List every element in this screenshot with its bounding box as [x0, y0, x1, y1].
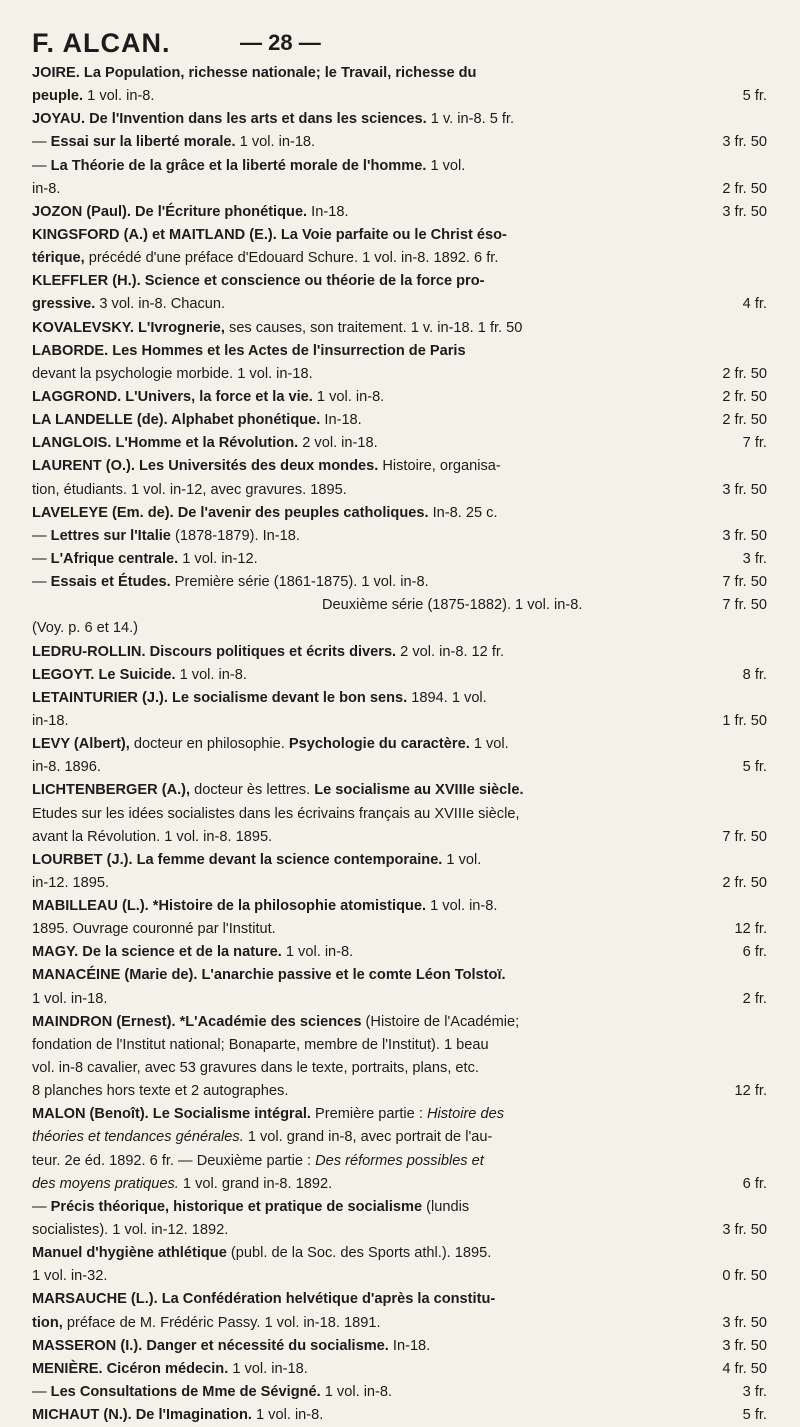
price: 3 fr. 50	[722, 481, 767, 498]
catalog-line	[32, 1150, 767, 1173]
catalog-line	[32, 155, 767, 178]
price: 2 fr. 50	[722, 180, 767, 197]
book-title: La Voie parfaite ou le Christ éso-	[280, 226, 507, 243]
author-name: KINGSFORD (A.) et MAITLAND (E.).	[32, 226, 281, 243]
entry-text: —	[32, 134, 51, 151]
author-name: MICHAUT (N.).	[32, 1407, 136, 1424]
catalog-line	[32, 1034, 767, 1057]
book-title: Les Universités des deux mondes.	[139, 458, 379, 475]
price: 0 fr. 50	[722, 1268, 767, 1285]
entry-text: 1 vol. in-8.	[175, 666, 247, 683]
entry-text: 1 vol.	[426, 157, 466, 174]
book-title: De l'Imagination.	[135, 1407, 252, 1424]
author-name: LEGOYT.	[32, 666, 99, 683]
entry-text: In-18.	[307, 203, 349, 220]
catalog-line	[32, 1312, 767, 1335]
catalog-line	[32, 131, 767, 154]
catalog-line	[32, 895, 767, 918]
book-title: Le socialisme au XVIIIe siècle.	[314, 782, 524, 799]
book-title: Lettres sur l'Italie	[50, 527, 171, 544]
catalog-line	[32, 270, 767, 293]
entry-text: fondation de l'Institut national; Bonaparte, membre de l'Institut). 1 beau	[32, 1036, 489, 1053]
catalog-line	[32, 479, 767, 502]
price: 3 fr.	[742, 1384, 767, 1401]
author-name: LABORDE.	[32, 342, 113, 359]
price: 7 fr. 50	[722, 597, 767, 614]
author-name: JOZON (Paul).	[32, 203, 135, 220]
catalog-line	[32, 224, 767, 247]
entry-text: 3 vol. in-8. Chacun.	[95, 296, 226, 313]
author-name: MANACÉINE (Marie de).	[32, 967, 202, 984]
catalog-line	[32, 1288, 767, 1311]
price: 2 fr. 50	[722, 365, 767, 382]
catalog-line	[32, 779, 767, 802]
book-title: La Population, richesse nationale; le Travail, richesse du	[83, 65, 477, 81]
catalog-line	[32, 85, 767, 108]
book-title: La femme devant la science contemporaine.	[136, 851, 443, 868]
catalog-line	[32, 964, 767, 987]
catalog-line	[32, 941, 767, 964]
author-name: MAINDRON (Ernest).	[32, 1013, 180, 1030]
entry-text: (1878-1879). In-18.	[170, 527, 300, 544]
author-name: MAGY.	[32, 944, 83, 961]
price: 3 fr. 50	[722, 134, 767, 151]
catalog-line	[32, 1242, 767, 1265]
entry-text: teur. 2e éd. 1892. 6 fr. — Deuxième partie :	[32, 1152, 316, 1169]
page-number: — 28 —	[240, 30, 321, 55]
book-title: De l'Invention dans les arts et dans les sciences.	[89, 111, 427, 128]
catalog-line	[32, 1358, 767, 1381]
entry-text: 1 vol. grand in-8. 1892.	[178, 1175, 333, 1192]
catalog-line	[32, 1381, 767, 1404]
book-title: Danger et nécessité du socialisme.	[146, 1337, 389, 1354]
book-title: De la science et de la nature.	[82, 944, 282, 961]
price: 5 fr.	[742, 759, 767, 776]
catalog-line	[32, 293, 767, 316]
catalog-line	[32, 571, 767, 594]
price: 5 fr.	[742, 88, 767, 105]
author-name: KLEFFLER (H.).	[32, 273, 145, 290]
catalog-line	[32, 108, 767, 131]
entry-text: 1 vol. in-8.	[83, 88, 155, 105]
price: 2 fr. 50	[722, 412, 767, 429]
entry-text: avant la Révolution. 1 vol. in-8. 1895.	[32, 828, 273, 845]
author-name: LAGGROND.	[32, 388, 126, 405]
price: 7 fr. 50	[722, 828, 767, 845]
entry-text: vol. in-8 cavalier, avec 53 gravures dans le texte, portraits, plans, etc.	[32, 1060, 479, 1077]
entry-text: 1 v. in-8. 5 fr.	[426, 111, 515, 128]
catalog-line	[32, 1057, 767, 1080]
entry-text: in-8. 1896.	[32, 759, 101, 776]
catalog-line	[32, 803, 767, 826]
entry-text: docteur ès lettres.	[194, 782, 315, 799]
catalog-line	[32, 363, 767, 386]
book-title: L'Afrique centrale.	[50, 550, 179, 567]
author-name: LAVELEYE (Em. de).	[32, 504, 178, 521]
entry-text: —	[32, 1198, 51, 1215]
catalog-line	[32, 409, 767, 432]
catalog-line	[32, 988, 767, 1011]
book-title: Les Hommes et les Actes de l'insurrection de Paris	[112, 342, 466, 359]
entry-text: —	[32, 157, 51, 174]
entry-text: —	[32, 1384, 51, 1401]
price: 5 fr.	[742, 1407, 767, 1424]
price: 2 fr. 50	[722, 388, 767, 405]
author-name: LEVY (Albert),	[32, 736, 134, 753]
catalog-line	[32, 502, 767, 525]
catalog-line	[32, 1219, 767, 1242]
entry-text: In-18.	[320, 412, 362, 429]
book-title: peuple.	[32, 88, 84, 105]
entry-text: devant la psychologie morbide. 1 vol. in-18.	[32, 365, 313, 382]
catalog-line	[32, 525, 767, 548]
price: 12 fr.	[734, 1083, 767, 1100]
price: 6 fr.	[742, 1175, 767, 1192]
entry-text: 8 planches hors texte et 2 autographes.	[32, 1083, 289, 1100]
catalog-line	[32, 201, 767, 224]
book-title: De l'avenir des peuples catholiques.	[177, 504, 429, 521]
entry-text: 1895. Ouvrage couronné par l'Institut.	[32, 921, 276, 938]
author-name: LETAINTURIER (J.).	[32, 689, 172, 706]
entry-text: 1 vol. in-8.	[281, 944, 354, 961]
book-title: gressive.	[32, 296, 96, 313]
book-title: Le Socialisme intégral.	[152, 1106, 311, 1123]
catalog-line	[32, 826, 767, 849]
book-title: Discours politiques et écrits divers.	[149, 643, 397, 660]
price: 12 fr.	[734, 921, 767, 938]
catalog-line	[32, 687, 767, 710]
entry-text: in-12. 1895.	[32, 874, 110, 891]
entry-text: préface de M. Frédéric Passy. 1 vol. in-18. 1891.	[62, 1314, 381, 1331]
entry-text: In-8. 25 c.	[428, 504, 498, 521]
entry-text: 1 vol. in-8.	[426, 898, 498, 915]
price: 2 fr. 50	[722, 874, 767, 891]
book-title: Les Consultations de Mme de Sévigné.	[50, 1384, 321, 1401]
price: 7 fr.	[742, 435, 767, 452]
book-title: L'anarchie passive et le comte Léon Tolstoï.	[201, 967, 506, 984]
catalog-line	[32, 1335, 767, 1358]
catalog-line	[32, 1404, 767, 1427]
entry-text: 1 vol. in-12.	[178, 550, 258, 567]
author-name: LOURBET (J.).	[32, 851, 137, 868]
author-name: MALON (Benoît).	[32, 1106, 153, 1123]
entry-text: 1 vol. in-8.	[251, 1407, 324, 1424]
price: 2 fr.	[742, 990, 767, 1007]
book-title: La Confédération helvétique d'après la constitu-	[161, 1291, 496, 1308]
entry-text: (Histoire de l'Académie;	[361, 1013, 520, 1030]
catalog-line	[32, 432, 767, 455]
entry-text: Etudes sur les idées socialistes dans les écrivains français au XVIIIe siècle,	[32, 805, 520, 822]
catalog-line	[32, 733, 767, 756]
entry-text: Histoire, organisa-	[378, 458, 501, 475]
author-name: LAURENT (O.).	[32, 458, 140, 475]
entry-text: docteur en philosophie.	[133, 736, 289, 753]
catalog-line	[32, 756, 767, 779]
author-name: MASSERON (I.).	[32, 1337, 147, 1354]
author-name: MENIÈRE.	[32, 1360, 107, 1377]
entry-text: in-18.	[32, 712, 69, 729]
catalog-line	[32, 1265, 767, 1288]
author-name: LEDRU-ROLLIN.	[32, 643, 150, 660]
entry-text: des moyens pratiques.	[32, 1175, 179, 1192]
author-name: JOIRE.	[32, 65, 84, 81]
entry-text: Des réformes possibles et	[315, 1152, 484, 1169]
price: 4 fr.	[742, 296, 767, 313]
catalog-line	[32, 548, 767, 571]
entry-text: ses causes, son traitement. 1 v. in-18. 1 fr. 50	[224, 319, 523, 336]
book-title: *Histoire de la philosophie atomistique.	[152, 898, 427, 915]
author-name: LICHTENBERGER (A.),	[32, 782, 195, 799]
price: 3 fr. 50	[722, 1314, 767, 1331]
publisher-name: F. ALCAN.	[32, 28, 171, 58]
price: 3 fr.	[742, 550, 767, 567]
catalog-line	[32, 872, 767, 895]
book-title: Psychologie du caractère.	[288, 736, 470, 753]
entry-text: tion, étudiants. 1 vol. in-12, avec gravures. 1895.	[32, 481, 347, 498]
catalog-entries	[32, 62, 767, 1427]
catalog-line	[32, 1196, 767, 1219]
entry-text: In-18.	[388, 1337, 431, 1354]
author-name: MARSAUCHE (L.).	[32, 1291, 162, 1308]
book-title: Manuel d'hygiène athlétique	[32, 1245, 227, 1262]
catalog-line	[32, 617, 767, 640]
entry-text: 2 vol. in-8. 12 fr.	[396, 643, 505, 660]
entry-text: 1 vol. in-32.	[32, 1268, 108, 1285]
entry-text: in-8.	[32, 180, 61, 197]
entry-text: —	[32, 527, 51, 544]
entry-text: 1 vol. in-18.	[235, 134, 316, 151]
catalog-line	[32, 594, 767, 617]
catalog-line	[32, 386, 767, 409]
entry-text: 1894. 1 vol.	[407, 689, 487, 706]
price: 3 fr. 50	[722, 1337, 767, 1354]
catalog-line	[32, 1173, 767, 1196]
entry-text: socialistes). 1 vol. in-12. 1892.	[32, 1222, 229, 1239]
price: 8 fr.	[742, 666, 767, 683]
book-title: Alphabet phonétique.	[171, 412, 321, 429]
entry-text: (publ. de la Soc. des Sports athl.). 1895.	[226, 1245, 492, 1262]
catalog-line	[32, 849, 767, 872]
entry-text: théories et tendances générales.	[32, 1129, 244, 1146]
entry-text: Première partie :	[310, 1106, 427, 1123]
entry-text: précédé d'une préface d'Edouard Schure. 1 vol. in-8. 1892. 6 fr.	[84, 250, 499, 267]
catalog-line	[32, 1126, 767, 1149]
entry-text: (Voy. p. 6 et 14.)	[32, 620, 138, 637]
catalog-line	[32, 178, 767, 201]
entry-text: 1 vol. grand in-8, avec portrait de l'au-	[243, 1129, 493, 1146]
price: 4 fr. 50	[722, 1360, 767, 1377]
book-title: L'Homme et la Révolution.	[115, 435, 299, 452]
book-title: Le socialisme devant le bon sens.	[172, 689, 408, 706]
catalog-line	[32, 1080, 767, 1103]
price: 3 fr. 50	[722, 203, 767, 220]
entry-text: Première série (1861-1875). 1 vol. in-8.	[170, 574, 429, 591]
book-title: De l'Écriture phonétique.	[134, 203, 308, 220]
entry-text: 2 vol. in-18.	[298, 435, 378, 452]
book-title: Le Suicide.	[98, 666, 176, 683]
author-name: LA LANDELLE (de).	[32, 412, 172, 429]
book-title: Essai sur la liberté morale.	[50, 134, 236, 151]
catalog-line	[32, 710, 767, 733]
book-title: Précis théorique, historique et pratique de socialisme	[50, 1198, 423, 1215]
book-title: tion,	[32, 1314, 63, 1331]
author-name: LANGLOIS.	[32, 435, 116, 452]
catalog-line	[32, 664, 767, 687]
entry-text: Histoire des	[426, 1106, 505, 1123]
book-title: térique,	[32, 250, 85, 267]
entry-text: —	[32, 574, 51, 591]
author-name: JOYAU.	[32, 111, 90, 128]
entry-text: Deuxième série (1875-1882). 1 vol. in-8.	[322, 597, 583, 614]
book-title: L'Univers, la force et la vie.	[125, 388, 313, 405]
catalog-line	[32, 62, 767, 85]
author-name: MABILLEAU (L.).	[32, 898, 153, 915]
price: 1 fr. 50	[722, 712, 767, 729]
book-title: *L'Académie des sciences	[179, 1013, 362, 1030]
book-title: Cicéron médecin.	[106, 1360, 229, 1377]
price: 6 fr.	[742, 944, 767, 961]
catalog-line	[32, 317, 767, 340]
entry-text: (lundis	[422, 1198, 470, 1215]
book-title: La Théorie de la grâce et la liberté morale de l'homme.	[50, 157, 427, 174]
entry-text: 1 vol. in-18.	[32, 990, 108, 1007]
catalog-line	[32, 641, 767, 664]
price: 3 fr. 50	[722, 1222, 767, 1239]
entry-text: 1 vol. in-18.	[228, 1360, 308, 1377]
catalog-line	[32, 918, 767, 941]
author-name: KOVALEVSKY.	[32, 319, 138, 336]
entry-text: 1 vol.	[442, 851, 482, 868]
price: 7 fr. 50	[722, 574, 767, 591]
entry-text: 1 vol.	[469, 736, 509, 753]
catalog-line	[32, 1011, 767, 1034]
book-title: Essais et Études.	[50, 574, 171, 591]
entry-text: —	[32, 550, 51, 567]
catalog-line	[32, 1103, 767, 1126]
entry-text: 1 vol. in-8.	[312, 388, 385, 405]
catalog-line	[32, 247, 767, 270]
book-title: Science et conscience ou théorie de la force pro-	[144, 273, 485, 290]
entry-text: 1 vol. in-8.	[320, 1384, 393, 1401]
catalog-line	[32, 455, 767, 478]
book-title: L'Ivrognerie,	[137, 319, 225, 336]
catalog-line	[32, 340, 767, 363]
price: 3 fr. 50	[722, 527, 767, 544]
